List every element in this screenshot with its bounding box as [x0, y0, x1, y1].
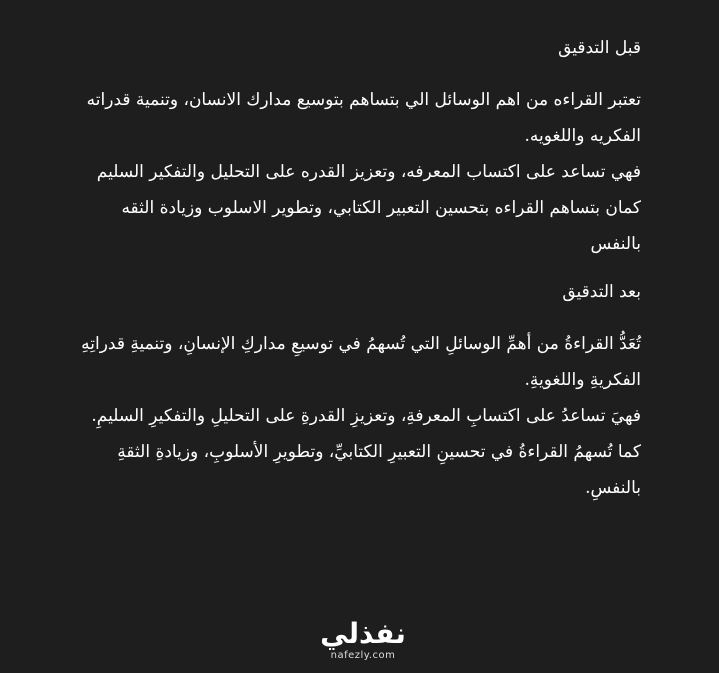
before-paragraph-2: فهي تساعد على اكتساب المعرفه، وتعزيز القدره على التحليل والتفكير السليم	[96, 162, 641, 182]
after-paragraph-3: كما تُسهمُ القراءةُ في تحسينِ التعبيرِ الكتابيِّ، وتطويرِ الأسلوبِ، وزيادةِ الثقةِ بالنفسِ.	[117, 442, 641, 498]
document-body	[66, 36, 641, 524]
nafezly-logo	[318, 618, 408, 662]
after-paragraph-1: تُعَدُّ القراءةُ من أهمِّ الوسائلِ التي تُسهمُ في توسيعِ مداركِ الإنسانِ، وتنميةِ قدراتِهِ الفكريةِ واللغويةِ.	[81, 334, 641, 390]
after-review-section	[66, 280, 641, 506]
before-review-heading: قبل التدقيق	[558, 38, 641, 58]
before-review-section	[66, 36, 641, 262]
after-paragraph-2: فهيَ تساعدُ على اكتسابِ المعرفةِ، وتعزيزِ القدرةِ على التحليلِ والتفكيرِ السليمِ.	[91, 406, 641, 426]
before-paragraph-3: كمان بتساهم القراءه بتحسين التعبير الكتابي، وتطوير الاسلوب وزيادة الثقه بالنفس	[121, 198, 641, 254]
before-paragraph-1: تعتبر القراءه من اهم الوسائل الي بتساهم بتوسيع مدارك الانسان، وتنمية قدراته الفكريه واللغويه.	[86, 90, 641, 146]
logo-arabic-text: نفذلي	[320, 617, 406, 650]
after-review-heading: بعد التدقيق	[562, 282, 641, 302]
logo-domain-text: nafezly.com	[330, 650, 396, 661]
